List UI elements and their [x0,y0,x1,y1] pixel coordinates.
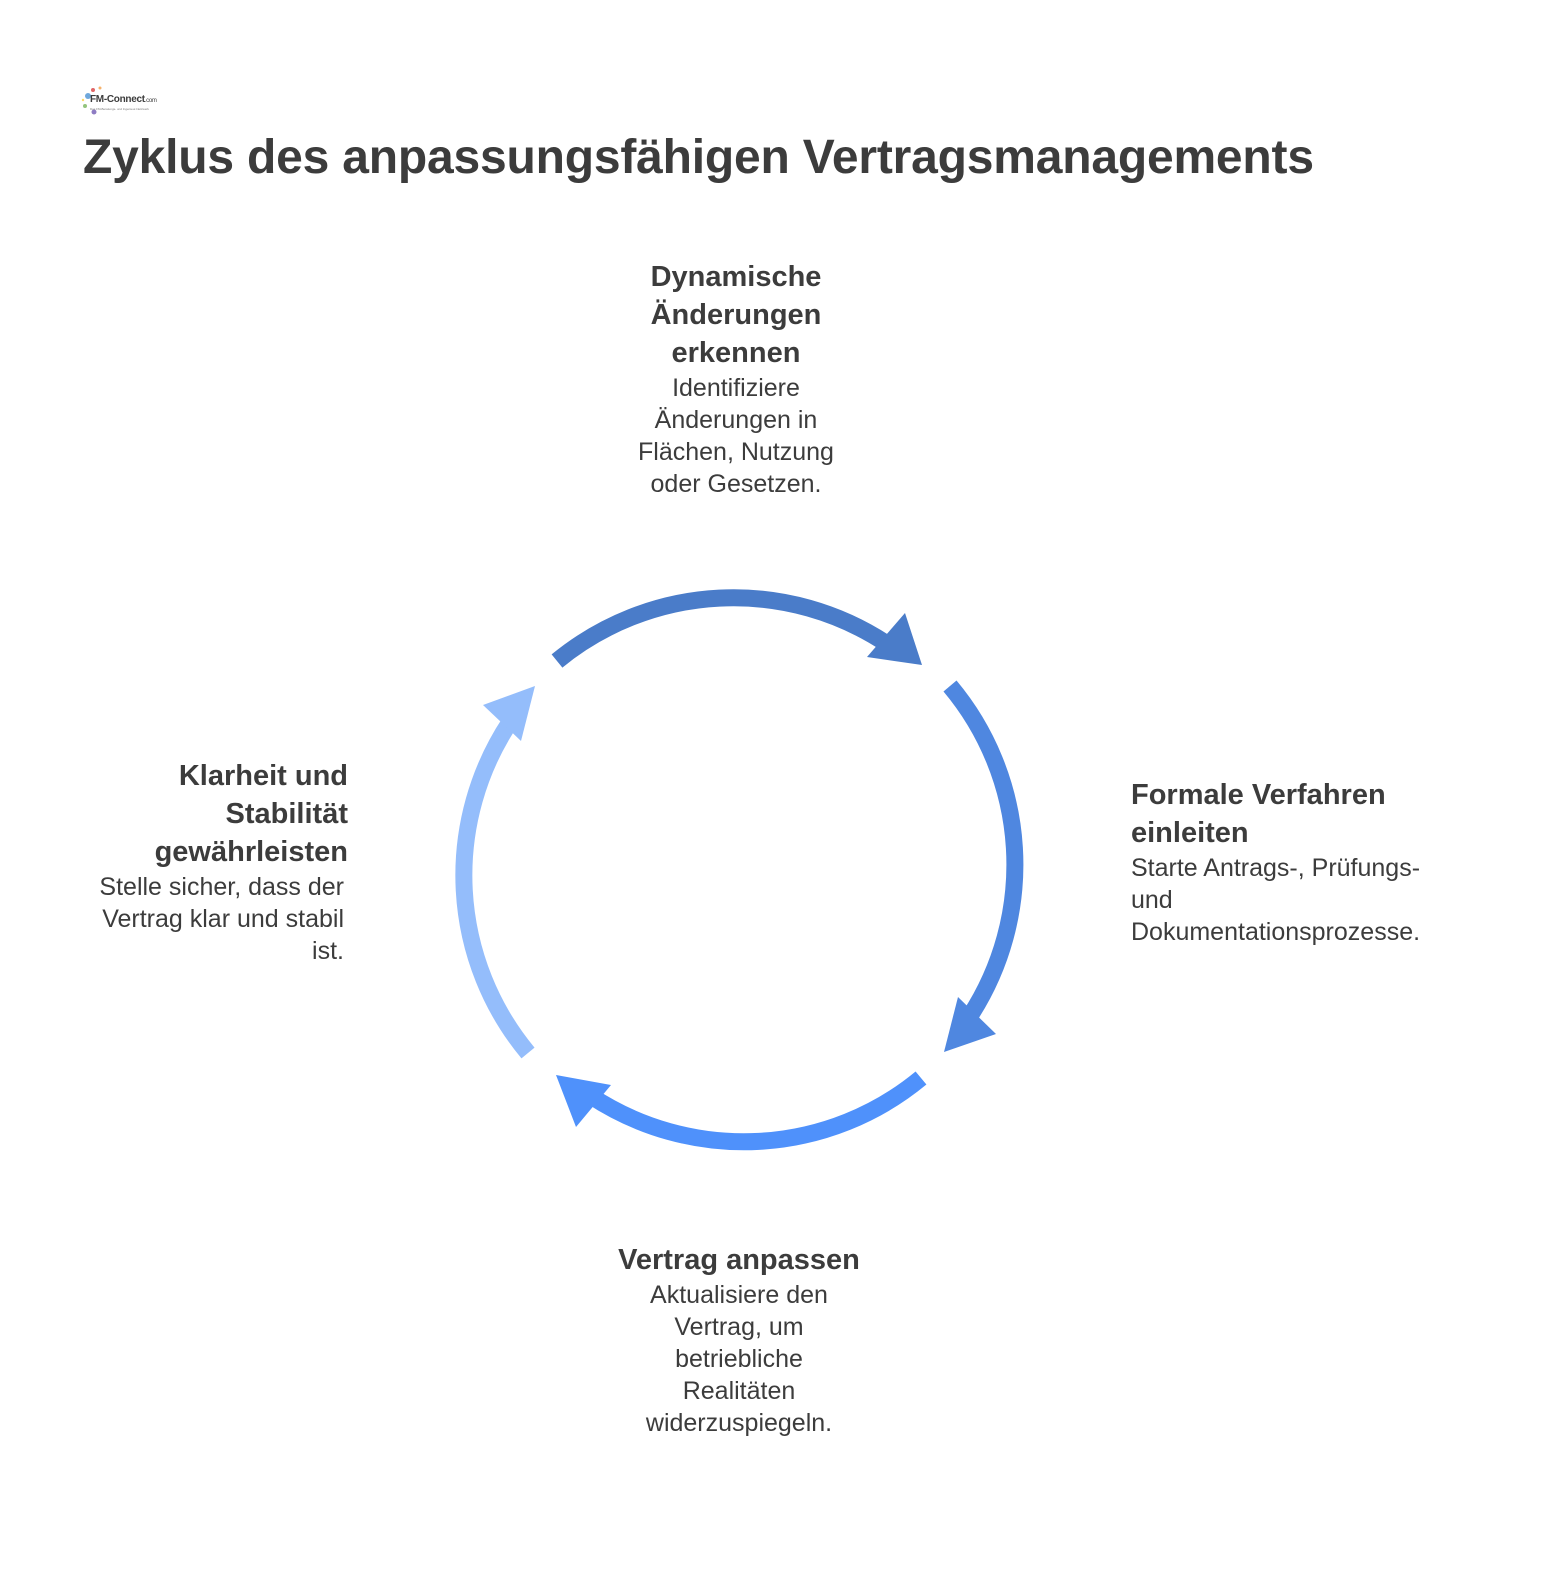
step-ensure-clarity [68,757,348,967]
step-title: Formale Verfahren einleiten [1131,779,1386,849]
step-description: Identifiziere Änderungen in Flächen, Nutzung oder Gesetzen. [638,374,834,498]
step-title: Klarheit und Stabilität gewährleisten [154,760,348,868]
step-description: Starte Antrags-, Prüfungs- und Dokumentationsprozesse. [1131,854,1421,946]
arrow-right-stroke [950,686,1015,1016]
arrow-left-stroke [464,722,528,1053]
step-title: Vertrag anpassen [618,1244,860,1276]
cycle-arrow-left [464,686,535,1053]
arrow-bottom-stroke [591,1078,921,1142]
step-description: Aktualisiere den Vertrag, um betriebliche Realitäten widerzuspiegeln. [645,1281,833,1437]
step-title: Dynamische Änderungen erkennen [650,261,822,369]
cycle-arrow-top [557,598,922,665]
logo-brand: FM-Connect [90,94,145,105]
step-detect-changes [598,258,874,500]
logo-tagline: Das FM-Beratungs- und Ingenieur-Netzwerk [90,107,149,111]
step-description: Stelle sicher, dass der Vertrag klar und stabil ist. [99,873,344,965]
step-adjust-contract [598,1241,880,1439]
cycle-arrow-bottom [556,1075,921,1142]
page-title: Zyklus des anpassungsfähigen Vertragsmanagements [83,131,1314,184]
arrow-top-stroke [557,598,887,661]
cycle-arrow-right [944,686,1015,1052]
step-initiate-procedures [1131,776,1481,948]
logo-domain: .com [144,98,157,104]
